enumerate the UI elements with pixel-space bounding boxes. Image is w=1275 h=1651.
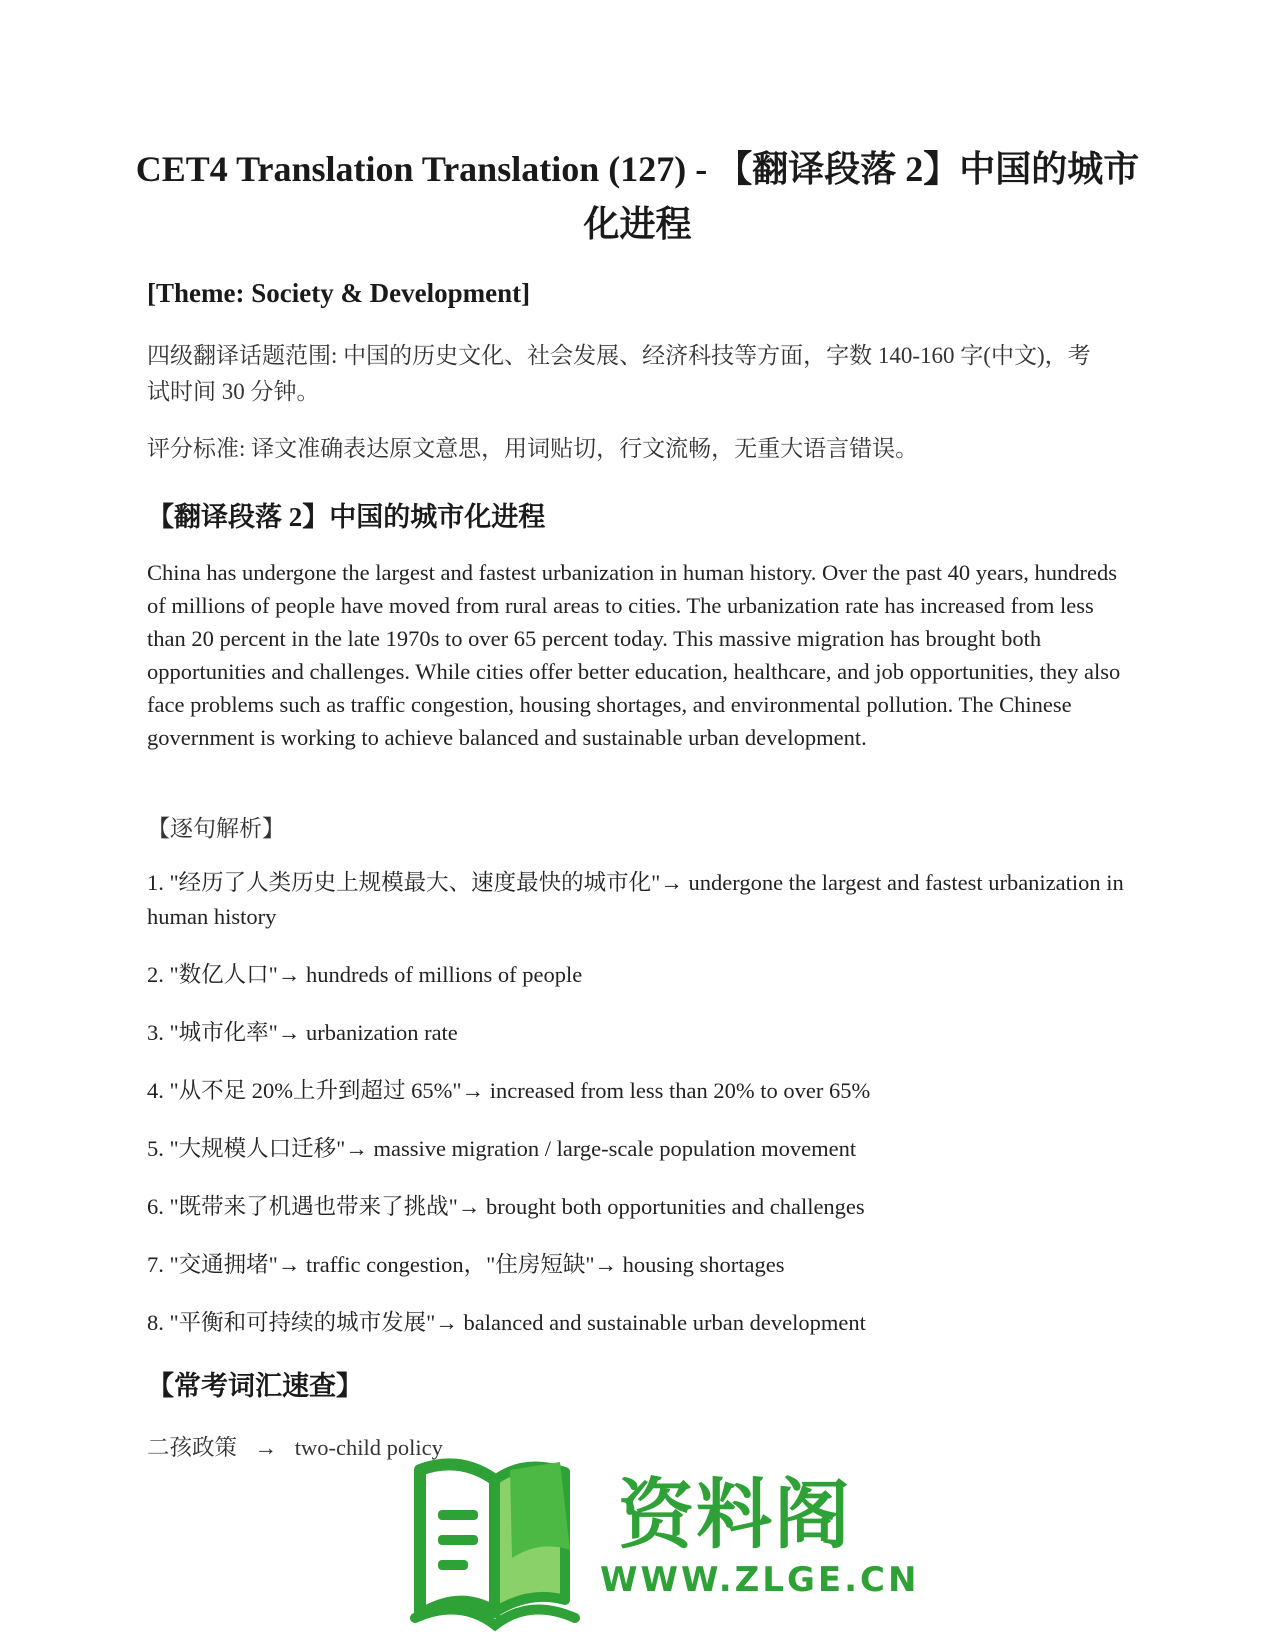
analysis-item: 1. "经历了人类历史上规模最大、速度最快的城市化"→ undergone the largest and fastest urbanization in human history	[147, 870, 1124, 929]
english-paragraph: China has undergone the largest and fastest urbanization in human history. Over the past 40 years, hundreds of millions of people have moved from rural areas to cities. The urbanization rate has increased from less than 20 percent in the late 1970s to over 65 percent today. This massive migration has brought both opportunities and challenges. While cities offer better education, healthcare, and job opportunities, they also face problems such as traffic congestion, housing shortages, and environmental pollution. The Chinese government is working to achieve balanced and sustainable urban development.	[147, 560, 1121, 750]
site-watermark	[400, 1440, 920, 1640]
vocab-arrow: →	[254, 1435, 278, 1460]
analysis-item: 7. "交通拥堵"→ traffic congestion，"住房短缺"→ housing shortages	[147, 1252, 785, 1277]
vocab-chinese: 二孩政策	[147, 1435, 238, 1460]
analysis-item: 6. "既带来了机遇也带来了挑战"→ brought both opportunities and challenges	[147, 1194, 865, 1219]
topic-scope-text: 四级翻译话题范围: 中国的历史文化、社会发展、经济科技等方面，字数 140-160 字(中文)，考试时间 30 分钟。	[147, 343, 1091, 404]
analysis-list	[147, 866, 1137, 1364]
analysis-item: 3. "城市化率"→ urbanization rate	[147, 1020, 458, 1045]
vocab-heading: 【常考词汇速查】	[147, 1371, 363, 1401]
analysis-item: 4. "从不足 20%上升到超过 65%"→ increased from less than 20% to over 65%	[147, 1078, 871, 1103]
scoring-criteria-text: 评分标准: 译文准确表达原文意思，用词贴切，行文流畅，无重大语言错误。	[147, 436, 919, 461]
analysis-heading: 【逐句解析】	[147, 816, 285, 841]
vocab-english: two-child policy	[294, 1435, 443, 1460]
watermark-url: WWW.ZLGE.CN	[600, 1560, 920, 1600]
analysis-item: 8. "平衡和可持续的城市发展"→ balanced and sustainable urban development	[147, 1310, 866, 1335]
watermark-name: 资料阁	[618, 1470, 852, 1559]
analysis-item: 2. "数亿人口"→ hundreds of millions of people	[147, 962, 583, 987]
paragraph-heading: 【翻译段落 2】中国的城市化进程	[147, 502, 546, 532]
analysis-item: 5. "大规模人口迁移"→ massive migration / large-scale population movement	[147, 1136, 857, 1161]
document-title: CET4 Translation Translation (127) - 【翻译段落 2】中国的城市化进程	[135, 149, 1140, 244]
theme-label: [Theme: Society & Development]	[147, 278, 531, 308]
vocab-entry	[147, 1430, 443, 1462]
book-icon	[400, 1440, 590, 1640]
